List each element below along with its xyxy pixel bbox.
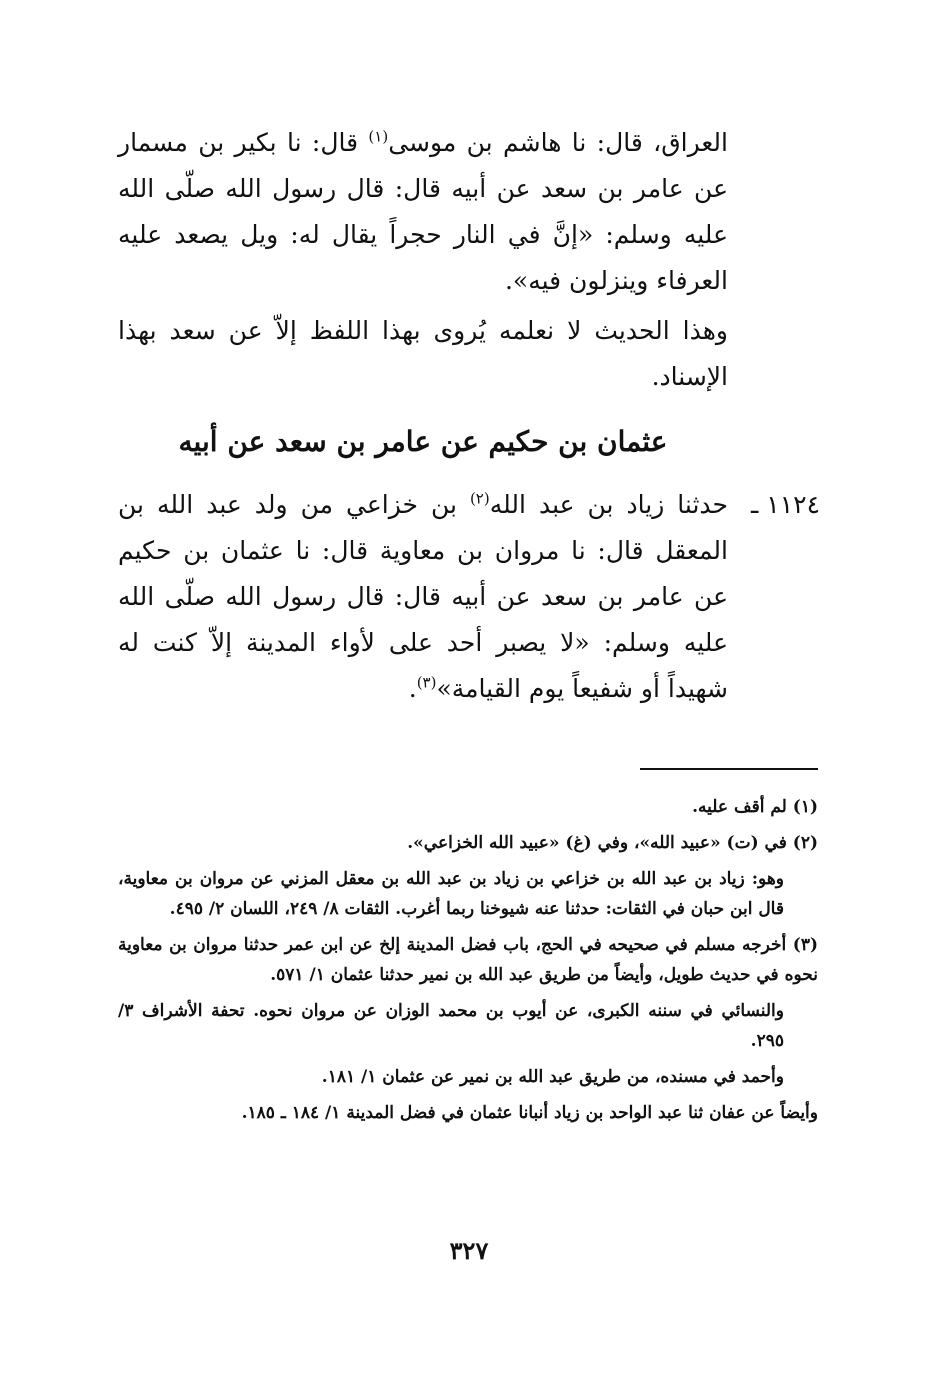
paragraph-comment: وهذا الحديث لا نعلمه يُروى بهذا اللفظ إلاّ عن سعد بهذا الإسناد. <box>118 316 728 391</box>
footnote-ref[interactable]: (١) <box>368 127 389 146</box>
text-span: العراق، قال: نا هاشم بن موسى <box>388 128 728 157</box>
page-number: ٣٢٧ <box>449 1236 489 1265</box>
footnote-ref[interactable]: (٢) <box>469 489 490 508</box>
hadith-entry <box>118 482 820 712</box>
main-text <box>118 120 820 712</box>
footnote-3: (٣) أخرجه مسلم في صحيحه في الحج، باب فضل المدينة إلخ عن ابن عمر حدثنا مروان بن معاوية نحوه في حديث طويل، وأيضاً من طريق عبد الله بن نمير حدثنا عثمان ١/ ٥٧١. <box>118 935 818 985</box>
hadith-number: ١١٢٤ ـ <box>751 490 820 519</box>
text-span: بن خزاعي من ولد عبد الله بن المعقل قال: نا مروان بن معاوية قال: نا عثمان بن حكيم عن عامر بن سعد عن أبيه قال: قال رسول الله صلّى الله عليه وسلم: «لا يصبر أحد على لأواء المدينة إلاّ كنت له شهيداً أو شفيعاً يوم القيامة» <box>118 490 728 703</box>
footnote-1: (١) لم أقف عليه. <box>692 797 818 817</box>
paragraph-continuation <box>118 120 728 304</box>
text-span: حدثنا زياد بن عبد الله <box>489 490 728 519</box>
footnote-3-detail: وأيضاً عن عفان ثنا عبد الواحد بن زياد أنبانا عثمان في فضل المدينة ١/ ١٨٤ ـ ١٨٥. <box>241 1103 818 1123</box>
footnote-3-detail: والنسائي في سننه الكبرى، عن أيوب بن محمد الوزان عن مروان نحوه. تحفة الأشراف ٣/ ٢٩٥. <box>118 1001 784 1051</box>
footnote-divider <box>640 768 818 770</box>
section-heading: عثمان بن حكيم عن عامر بن سعد عن أبيه <box>178 425 668 458</box>
footnote-2: (٢) في (ت) «عبيد الله»، وفي (غ) «عبيد الله الخزاعي». <box>407 833 818 853</box>
footnote-2-detail: وهو: زياد بن عبد الله بن خزاعي بن زياد بن عبد الله بن معقل المزني عن مروان بن معاوية، قال ابن حبان في الثقات: حدثنا عنه شيوخنا ربما أغرب. الثقات ٨/ ٢٤٩، اللسان ٢/ ٤٩٥. <box>118 869 784 919</box>
text-span: قال: نا بكير بن مسمار عن عامر بن سعد عن أبيه قال: قال رسول الله صلّى الله عليه وسلم: «إنَّ في النار حجراً يقال له: ويل يصعد عليه العرفاء وينزلون فيه». <box>118 128 728 295</box>
hadith-text <box>118 482 728 712</box>
footnote-3-detail: وأحمد في مسنده، من طريق عبد الله بن نمير عن عثمان ١/ ١٨١. <box>321 1067 784 1087</box>
text-span: . <box>408 674 417 703</box>
footnote-ref[interactable]: (٣) <box>416 673 437 692</box>
footnotes <box>118 792 818 1134</box>
